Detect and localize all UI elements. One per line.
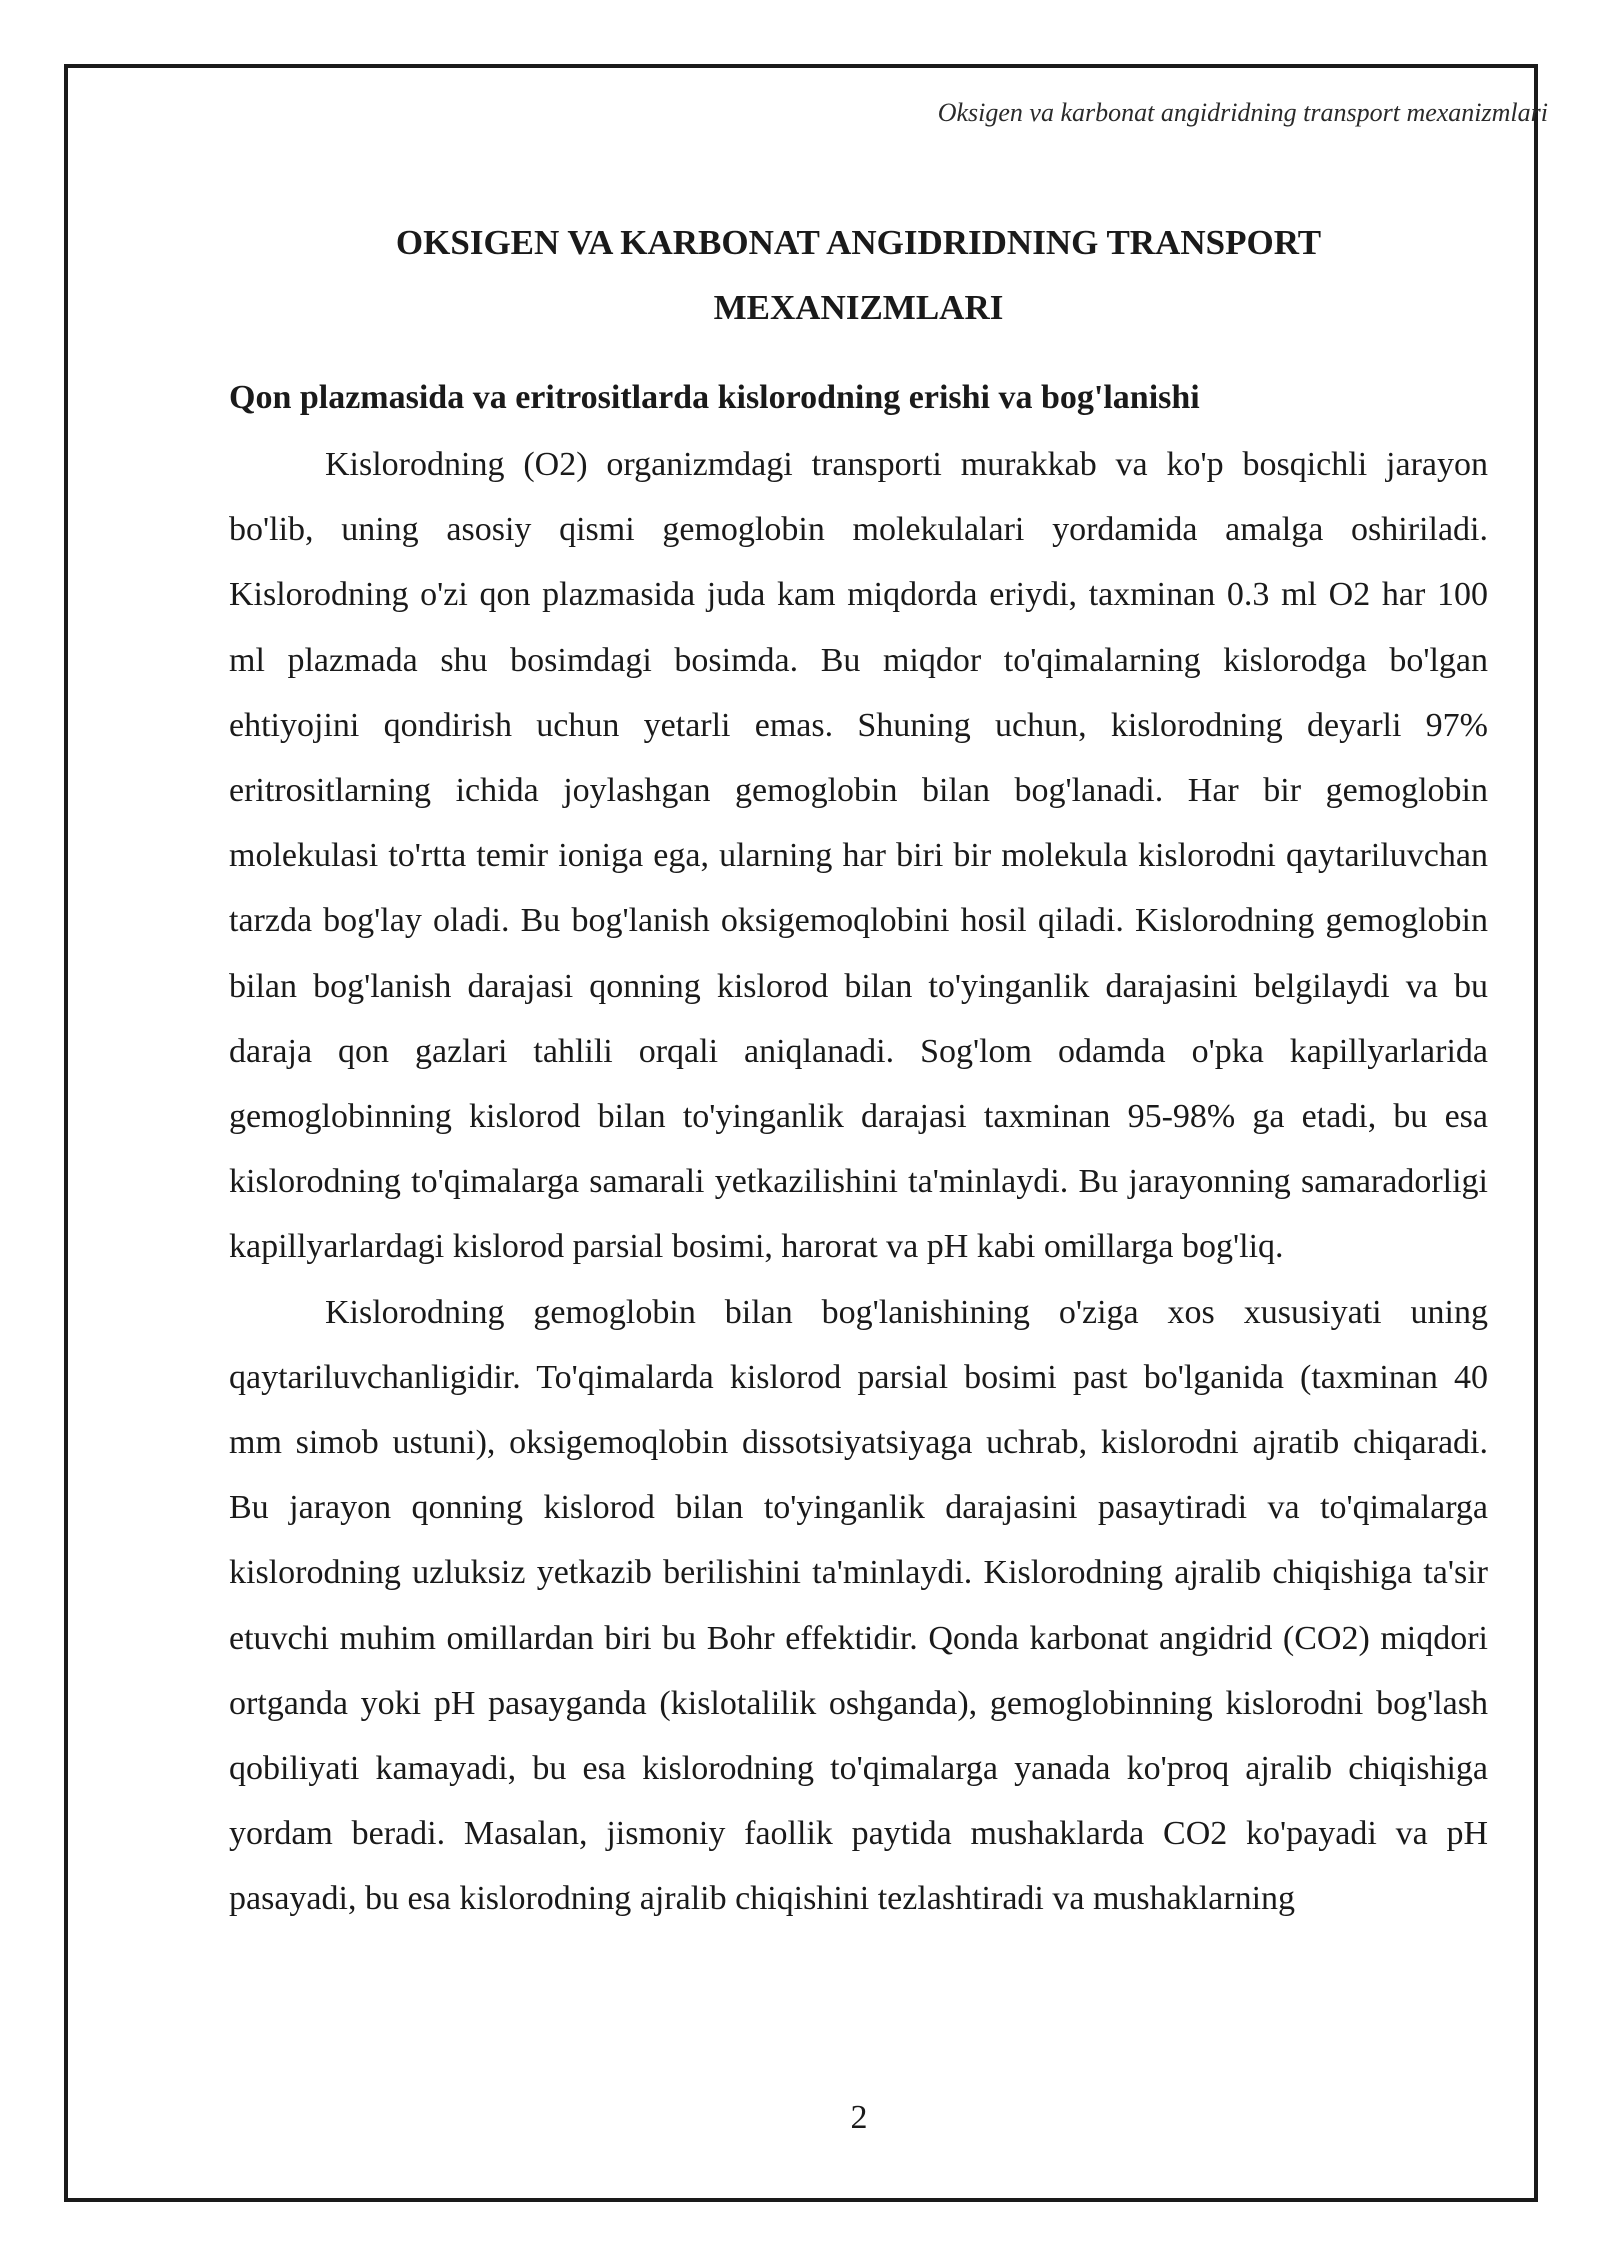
document-title: OKSIGEN VA KARBONAT ANGIDRIDNING TRANSPORT MEXANIZMLARI	[395, 223, 1322, 327]
paragraph: Kislorodning gemoglobin bilan bog'lanishining o'ziga xos xususiyati uning qaytariluvchanligidir. To'qimalarda kislorod parsial bosimi past bo'lganida (taxminan 40 mm simob ustuni), oksigemoqlobin dissotsiyatsiyaga uchrab, kislorodni ajratib chiqaradi. Bu jarayon qonning kislorod bilan to'yinganlik darajasini pasaytiradi va to'qimalarga kislorodning uzluksiz yetkazib berilishini ta'minlaydi. Kislorodning ajralib chiqishiga ta'sir etuvchi muhim omillardan biri bu Bohr effektidir. Qonda karbonat angidrid (CO2) miqdori ortganda yoki pH pasayganda (kislotalilik oshganda), gemoglobinning kislorodni bog'lash qobiliyati kamayadi, bu esa kislorodning to'qimalarga yanada ko'proq ajralib chiqishiga yordam beradi. Masalan, jismoniy faollik paytida mushaklarda CO2 ko'payadi va pH pasayadi, bu esa kislorodning ajralib chiqishini tezlashtiradi va mushaklarning	[229, 1293, 1488, 1918]
document-body	[229, 210, 1488, 1932]
running-header: Oksigen va karbonat angidridning transport mexanizmlari	[937, 98, 1548, 127]
page-number: 2	[850, 2099, 868, 2136]
paragraph: Kislorodning (O2) organizmdagi transporti murakkab va ko'p bosqichli jarayon bo'lib, uning asosiy qismi gemoglobin molekulalari yordamida amalga oshiriladi. Kislorodning o'zi qon plazmasida juda kam miqdorda eriydi, taxminan 0.3 ml O2 har 100 ml plazmada shu bosimdagi bosimda. Bu miqdor to'qimalarning kislorodga bo'lgan ehtiyojini qondirish uchun yetarli emas. Shuning uchun, kislorodning deyarli 97% eritrositlarning ichida joylashgan gemoglobin bilan bog'lanadi. Har bir gemoglobin molekulasi to'rtta temir ioniga ega, ularning har biri bir molekula kislorodni qaytariluvchan tarzda bog'lay oladi. Bu bog'lanish oksigemoqlobini hosil qiladi. Kislorodning gemoglobin bilan bog'lanish darajasi qonning kislorod bilan to'yinganlik darajasini belgilaydi va bu daraja qon gazlari tahlili orqali aniqlanadi. Sog'lom odamda o'pka kapillyarlarida gemoglobinning kislorod bilan to'yinganlik darajasi taxminan 95-98% ga etadi, bu esa kislorodning to'qimalarga samarali yetkazilishini ta'minlaydi. Bu jarayonning samaradorligi kapillyarlardagi kislorod parsial bosimi, harorat va pH kabi omillarga bog'liq.	[229, 446, 1488, 1266]
section-heading: Qon plazmasida va eritrositlarda kislorodning erishi va bog'lanishi	[229, 379, 1200, 416]
